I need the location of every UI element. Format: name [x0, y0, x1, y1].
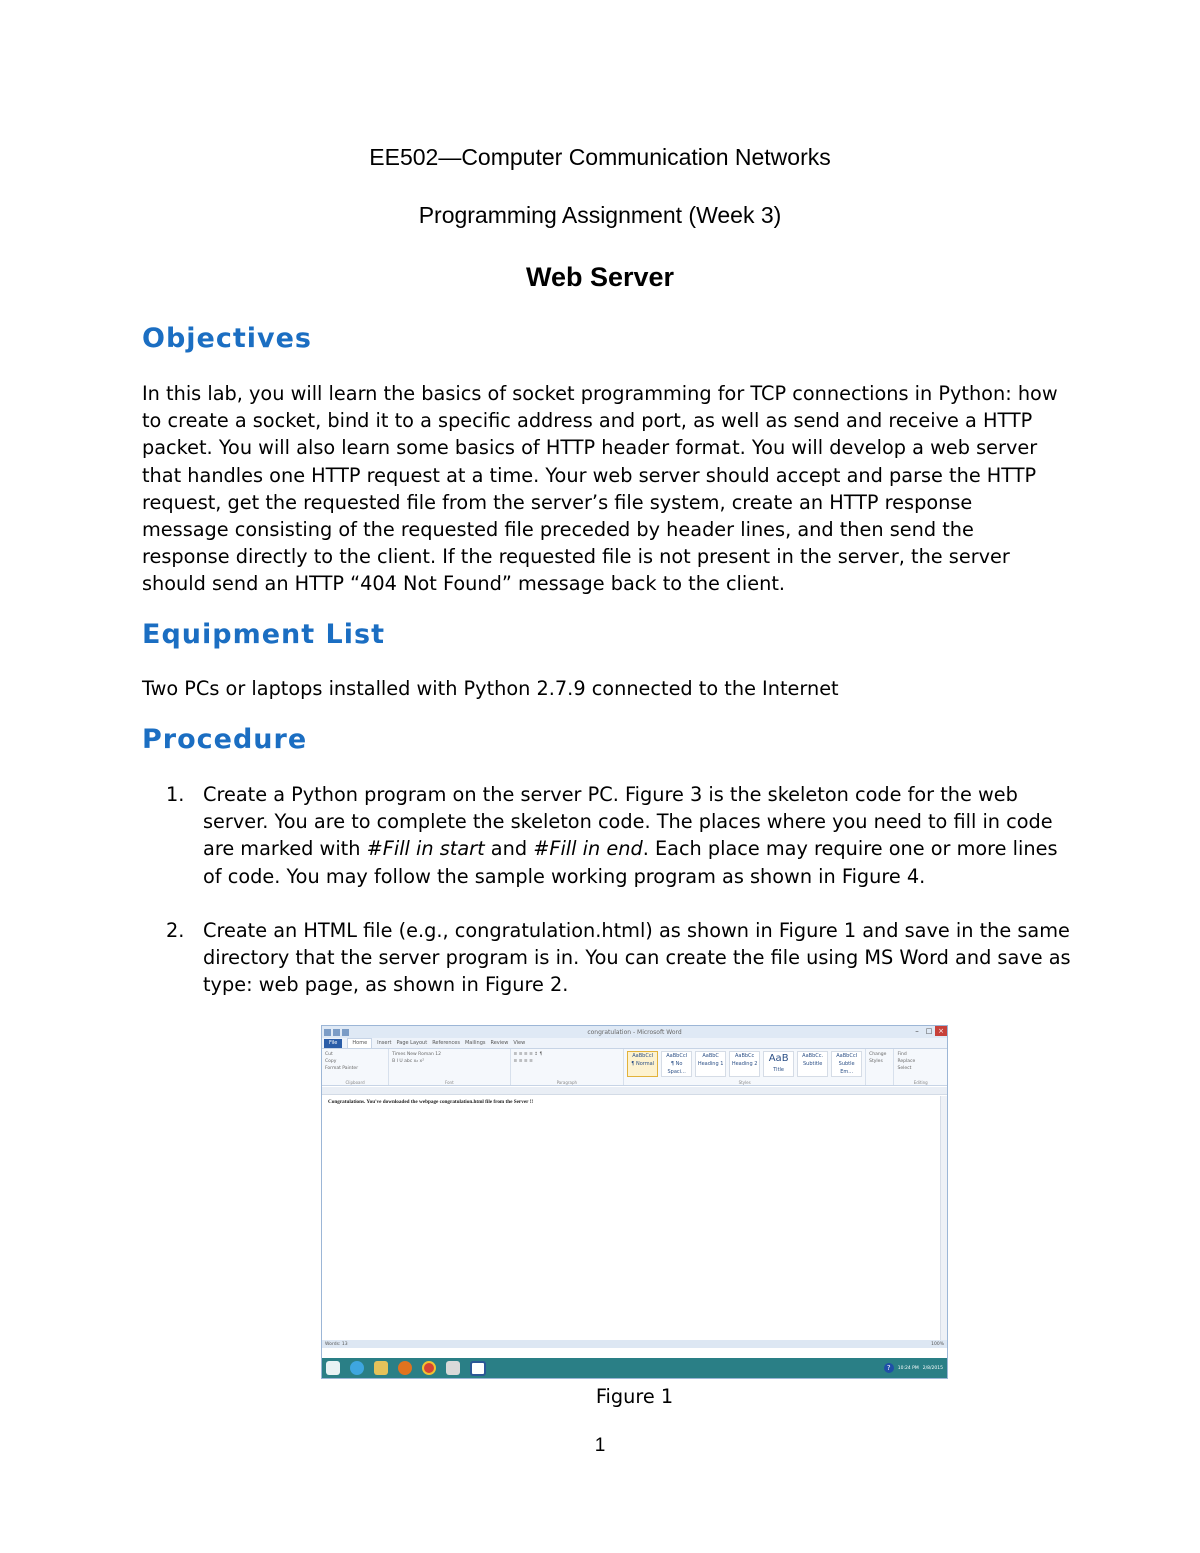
chrome-icon [422, 1361, 436, 1375]
tray-date: 2/8/2015 [922, 1365, 943, 1371]
tab-page-layout: Page Layout [396, 1040, 428, 1046]
word-title-bar [322, 1026, 947, 1038]
style-subtitle [797, 1051, 828, 1077]
style-name: Subtle Em... [838, 1061, 855, 1075]
step-text: . Each place may require one or more lines of code. You may follow the sample working program as shown in Figure 4. [203, 837, 1058, 888]
font-group [389, 1049, 510, 1085]
style-sample: AaBbCc. [802, 1053, 824, 1059]
word-document-text: Congratulations. You've downloaded the webpage congratulation.html file from the Server !! [328, 1099, 534, 1105]
list-number: 1. [166, 783, 185, 806]
tab-home: Home [347, 1038, 372, 1048]
copy-label: Copy [325, 1059, 337, 1064]
group-label: Styles [738, 1080, 751, 1085]
help-icon: ? [884, 1363, 894, 1373]
internet-explorer-icon [350, 1361, 364, 1375]
list-number: 2. [166, 918, 185, 942]
style-subtle-emphasis [831, 1051, 862, 1077]
style-name: ¶ No Spaci... [667, 1061, 686, 1075]
format-painter-label: Format Painter [325, 1066, 359, 1071]
figure-caption: Figure 1 [595, 1385, 674, 1408]
objectives-paragraph: In this lab, you will learn the basics of socket programming for TCP connections in Python: how to create a socket, bind it to a specific address and port, as well as send and receive a HTTP packet. You will also learn some basics of HTTP header format. You will develop a web server that handles one HTTP request at a time. Your web server should accept and parse the HTTP request, get the requested file from the server’s file system, create an HTTP response message consisting of the requested file preceded by header lines, and then send the response directly to the client. If the requested file is not present in the server, the server should send an HTTP “404 Not Found” message back to the client. [142, 382, 1058, 596]
style-name: Heading 1 [697, 1061, 724, 1067]
font-size-box: 12 [435, 1052, 441, 1057]
tab-mailings: Mailings [464, 1040, 486, 1046]
word-document-area [322, 1096, 947, 1340]
window-controls [911, 1026, 947, 1036]
objectives-heading: Objectives [142, 323, 312, 354]
close-icon: × [935, 1026, 947, 1036]
ribbon [322, 1049, 947, 1086]
style-sample: AaBbCcI [632, 1053, 654, 1059]
group-label: Paragraph [556, 1080, 578, 1085]
paragraph-buttons: ≡ ≡ ≡ ≡ ↕ ¶ [513, 1052, 543, 1057]
assignment-title: Programming Assignment (Week 3) [418, 202, 782, 228]
figure-1-screenshot [321, 1025, 948, 1379]
word-window-title: congratulation - Microsoft Word [587, 1028, 682, 1036]
font-format-buttons: B I U abc x₂ x² [392, 1059, 424, 1064]
list-item [142, 917, 1072, 999]
minimize-icon: – [915, 1027, 919, 1035]
fill-in-end-marker: #Fill in end [533, 837, 643, 861]
font-name-box: Times New Roman [392, 1052, 434, 1057]
tab-view: View [513, 1040, 526, 1046]
group-label: Editing [913, 1080, 928, 1085]
page-number: 1 [594, 1435, 606, 1456]
word-app-icon [470, 1361, 486, 1376]
equipment-heading: Equipment List [142, 619, 385, 650]
ruler [322, 1087, 947, 1095]
style-name: Title [773, 1067, 784, 1073]
style-name: Subtitle [802, 1061, 823, 1067]
tab-references: References [432, 1040, 460, 1046]
style-sample: AaBbCcI [836, 1053, 858, 1059]
select-label: Select [897, 1066, 912, 1071]
change-styles-label: Change Styles [869, 1052, 887, 1064]
paragraph-group [511, 1049, 625, 1085]
system-tray [884, 1363, 943, 1373]
style-no-spacing [661, 1051, 692, 1077]
style-title [763, 1051, 794, 1077]
styles-group [624, 1049, 866, 1085]
step-text: Create an HTML file (e.g., congratulation.html) as shown in Figure 1 and save in the same directory that the server program is in. You can create the file using MS Word and save as type: web page, as shown in Figure 2. [203, 918, 1071, 997]
windows-start-icon [326, 1361, 340, 1375]
windows-taskbar [322, 1358, 947, 1378]
step-text: and [484, 837, 534, 861]
group-label: Font [444, 1080, 454, 1085]
course-title: EE502—Computer Communication Networks [369, 144, 831, 170]
procedure-heading: Procedure [142, 724, 308, 755]
equipment-paragraph: Two PCs or laptops installed with Python 2.7.9 connected to the Internet [142, 677, 839, 700]
tab-insert: Insert [377, 1040, 392, 1046]
document-title: Web Server [525, 262, 675, 292]
fill-in-start-marker: #Fill in start [366, 837, 485, 861]
word-status-bar [322, 1340, 947, 1348]
maximize-icon: □ [925, 1027, 933, 1035]
style-heading-2 [729, 1051, 760, 1077]
word-count: Words: 13 [325, 1341, 348, 1347]
style-sample: AaBbCcI [666, 1053, 688, 1059]
find-label: Find [897, 1052, 907, 1057]
styles-gallery [627, 1051, 862, 1077]
style-sample: AaBbC [702, 1053, 719, 1059]
editing-group [894, 1049, 947, 1085]
zoom-level: 100% [931, 1341, 944, 1347]
alignment-buttons: ≡ ≡ ≡ ≡ [513, 1059, 533, 1064]
procedure-list [142, 781, 1072, 1025]
change-styles-group [866, 1049, 894, 1085]
firefox-icon [398, 1361, 412, 1375]
style-name: ¶ Normal [631, 1061, 655, 1067]
style-normal [627, 1051, 658, 1077]
replace-label: Replace [897, 1059, 916, 1064]
step-text: Create a Python program on the server PC. Figure 3 is the skeleton code for the web server. You are to complete the skeleton code. The places where you need to fill in code are marked with [203, 783, 1053, 861]
folder-icon [446, 1361, 460, 1375]
list-item [142, 781, 1072, 890]
style-sample: AaBbCc [734, 1053, 755, 1059]
ribbon-tabs [322, 1038, 947, 1049]
tab-review: Review [490, 1040, 509, 1046]
file-explorer-icon [374, 1361, 388, 1375]
tray-clock: 10:24 PM [897, 1365, 919, 1371]
style-name: Heading 2 [731, 1061, 758, 1067]
tab-file: File [324, 1039, 342, 1048]
style-heading-1 [695, 1051, 726, 1077]
style-sample: AaB [768, 1053, 789, 1064]
group-label: Clipboard [345, 1080, 365, 1085]
vertical-scrollbar [940, 1096, 947, 1340]
clipboard-group [322, 1049, 389, 1085]
cut-label: Cut [325, 1052, 333, 1057]
